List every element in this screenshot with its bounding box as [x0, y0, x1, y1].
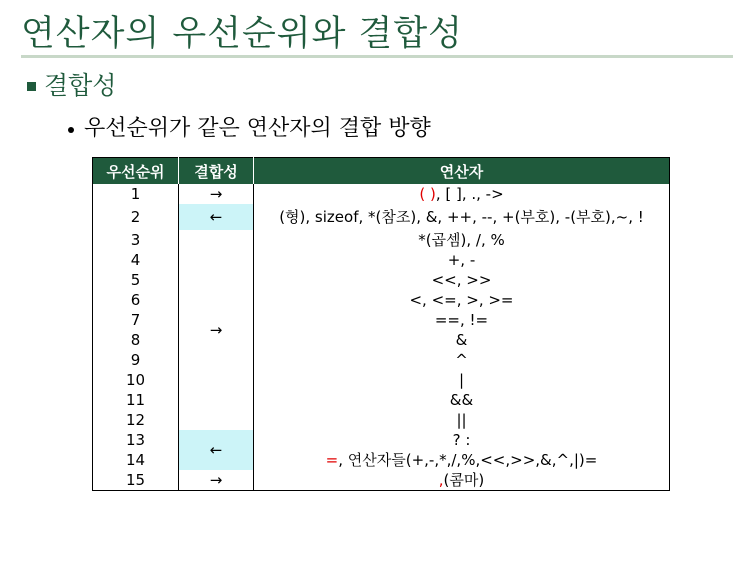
table-header-row: [93, 158, 670, 185]
priority-cell: 11: [93, 390, 179, 410]
operators-highlight: =: [325, 451, 339, 469]
operators-text: <<, >>: [431, 271, 492, 289]
operators-text: ==, !=: [434, 311, 489, 329]
priority-cell: 9: [93, 350, 179, 370]
associativity-cell: ←: [179, 430, 254, 470]
associativity-cell: →: [179, 184, 254, 204]
associativity-cell: ←: [179, 204, 254, 230]
header-priority: 우선순위: [93, 158, 179, 185]
priority-cell: 7: [93, 310, 179, 330]
operators-text: <, <=, >, >=: [409, 291, 514, 309]
table-row: [93, 184, 670, 204]
operators-text: ||: [456, 411, 467, 429]
dot-bullet-icon: [68, 127, 74, 133]
operators-text: (형), sizeof, *(참조), &, ++, --, +(부호), -(부호),~, !: [279, 208, 644, 226]
priority-cell: 8: [93, 330, 179, 350]
operators-highlight: ( ): [419, 185, 436, 203]
operators-cell: [254, 350, 670, 370]
operators-text: &&: [449, 391, 474, 409]
title-divider: [21, 55, 733, 58]
square-bullet-icon: [27, 82, 36, 91]
operators-text: &: [455, 331, 468, 349]
priority-cell: 10: [93, 370, 179, 390]
operators-cell: [254, 270, 670, 290]
operators-cell: [254, 430, 670, 450]
header-operators: 연산자: [254, 158, 670, 185]
operators-cell: [254, 470, 670, 491]
operators-cell: [254, 390, 670, 410]
table-row: [93, 470, 670, 491]
bullet-level2: [68, 111, 431, 142]
priority-cell: 3: [93, 230, 179, 250]
operators-cell: [254, 230, 670, 250]
priority-cell: 6: [93, 290, 179, 310]
priority-cell: 14: [93, 450, 179, 470]
operators-cell: [254, 290, 670, 310]
associativity-cell: →: [179, 230, 254, 430]
operators-cell: [254, 204, 670, 230]
priority-cell: 4: [93, 250, 179, 270]
priority-cell: 2: [93, 204, 179, 230]
table-row: [93, 430, 670, 450]
operators-cell: [254, 184, 670, 204]
operators-cell: [254, 310, 670, 330]
bullet-level1-text: 결합성: [44, 71, 117, 100]
operators-text: |: [458, 371, 465, 389]
operators-text: ^: [455, 351, 468, 369]
priority-cell: 13: [93, 430, 179, 450]
header-associativity: 결합성: [179, 158, 254, 185]
operators-text: ? :: [452, 431, 471, 449]
operators-cell: [254, 330, 670, 350]
bullet-level2-text: 우선순위가 같은 연산자의 결합 방향: [84, 116, 431, 141]
operators-cell: [254, 250, 670, 270]
operators-text: , 연산자들(+,-,*,/,%,<<,>>,&,^,|)=: [338, 451, 598, 469]
operator-precedence-table: [92, 157, 670, 491]
operators-text: , [ ], ., ->: [435, 185, 504, 203]
operators-text: *(곱셈), /, %: [418, 231, 505, 249]
operators-text: +, -: [447, 251, 476, 269]
operators-cell: [254, 410, 670, 430]
slide-title: 연산자의 우선순위와 결합성: [21, 14, 463, 54]
table-row: [93, 204, 670, 230]
operators-highlight: ,: [438, 471, 444, 489]
associativity-cell: →: [179, 470, 254, 491]
table-row: [93, 230, 670, 250]
priority-cell: 1: [93, 184, 179, 204]
operators-cell: [254, 450, 670, 470]
priority-cell: 12: [93, 410, 179, 430]
operators-text: (콤마): [443, 471, 485, 489]
operators-cell: [254, 370, 670, 390]
bullet-level1: [27, 66, 116, 102]
priority-cell: 5: [93, 270, 179, 290]
priority-cell: 15: [93, 470, 179, 491]
